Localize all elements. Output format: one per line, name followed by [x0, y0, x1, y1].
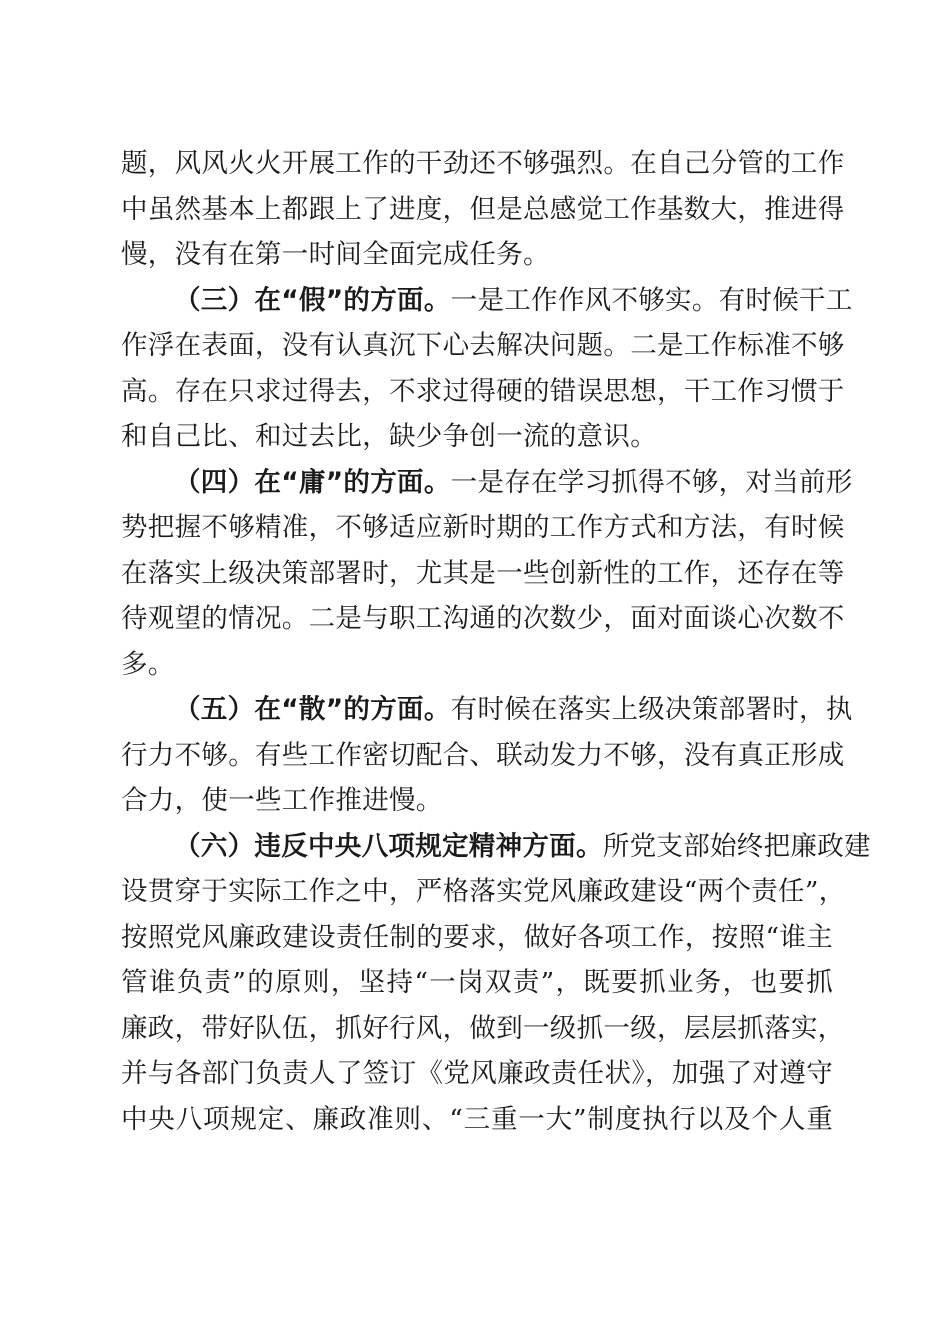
text-span: 一是工作作风不够实。有时候干工: [450, 284, 853, 316]
paragraph-4: [121, 687, 853, 824]
document-body: [121, 141, 871, 1142]
paragraph-1: [121, 141, 845, 278]
text-line: 行力不够。有些工作密切配合、联动发力不够，没有真正形成: [121, 739, 845, 771]
text-span: 一是存在学习抓得不够，对当前形: [450, 466, 853, 498]
text-line: 中央八项规定、廉政准则、“三重一大”制度执行以及个人重: [121, 1103, 833, 1135]
text-line: 中虽然基本上都跟上了进度，但是总感觉工作基数大，推进得: [121, 193, 845, 225]
paragraph-5: [121, 824, 871, 1143]
text-line: 作浮在表面，没有认真沉下心去解决问题。二是工作标准不够: [121, 330, 845, 361]
text-line: 管谁负责”的原则，坚持“一岗双责”，既要抓业务，也要抓: [121, 967, 833, 998]
text-line: 廉政，带好队伍，抓好行风，做到一级抓一级，层层抓落实，: [121, 1012, 845, 1044]
text-line: 待观望的情况。二是与职工沟通的次数少，面对面谈心次数不: [121, 603, 845, 634]
text-span: 有时候在落实上级决策部署时，执: [450, 694, 853, 725]
paragraph-3: [121, 460, 853, 688]
text-line: [121, 460, 853, 506]
text-line: [121, 824, 871, 870]
section-heading-4: （四）在“庸”的方面。: [174, 466, 451, 498]
text-line: 势把握不够精准，不够适应新时期的工作方式和方法，有时候: [121, 512, 845, 543]
text-line: 慢，没有在第一时间全面完成任务。: [121, 239, 550, 270]
text-line: 合力，使一些工作推进慢。: [121, 785, 443, 816]
text-line: 和自己比、和过去比，缺少争创一流的意识。: [121, 421, 657, 452]
text-span: 所党支部始终把廉政建: [602, 830, 871, 862]
text-line: 多。: [121, 648, 175, 680]
text-line: 设贯穿于实际工作之中，严格落实党风廉政建设“两个责任”，: [121, 876, 846, 907]
section-heading-5: （五）在“散”的方面。: [174, 694, 451, 725]
text-line: [121, 687, 853, 733]
text-line: 高。存在只求过得去，不求过得硬的错误思想，干工作习惯于: [121, 375, 845, 407]
text-line: [121, 278, 853, 324]
section-heading-6: （六）违反中央八项规定精神方面。: [174, 830, 603, 862]
text-line: 按照党风廉政建设责任制的要求，做好各项工作，按照“谁主: [121, 921, 833, 953]
paragraph-2: [121, 278, 853, 460]
text-line: 在落实上级决策部署时，尤其是一些创新性的工作，还存在等: [121, 557, 845, 589]
text-line: 并与各部门负责人了签订《党风廉政责任状》，加强了对遵守: [121, 1058, 833, 1089]
section-heading-3: （三）在“假”的方面。: [174, 284, 451, 316]
text-line: 题，风风火火开展工作的干劲还不够强烈。在自己分管的工作: [121, 148, 845, 179]
